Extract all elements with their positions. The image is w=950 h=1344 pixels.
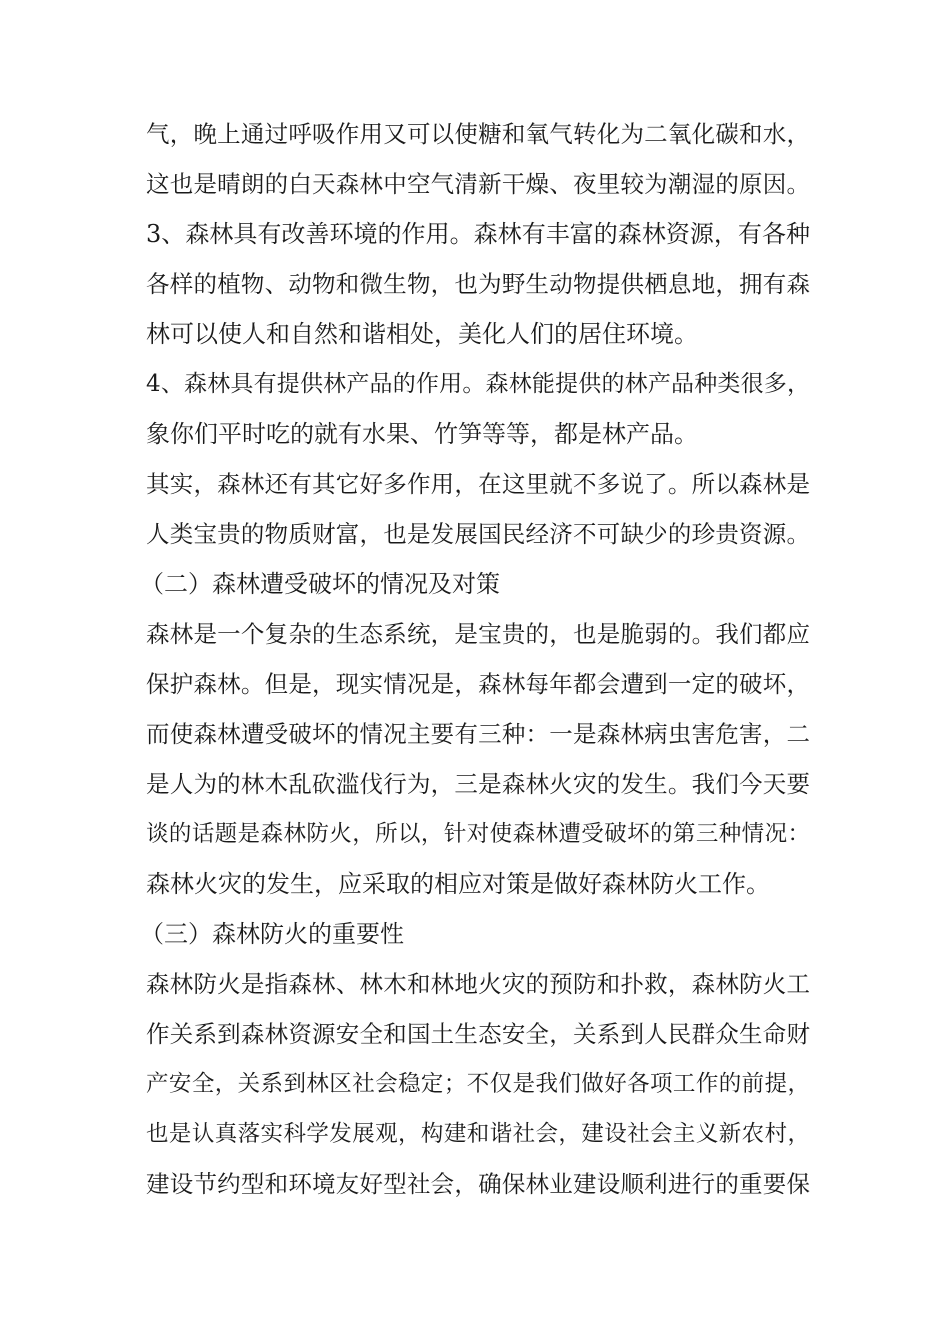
text-line: 人类宝贵的物质财富，也是发展国民经济不可缺少的珍贵资源。 (146, 520, 810, 548)
text-line: 其实，森林还有其它好多作用，在这里就不多说了。所以森林是 (146, 470, 810, 498)
text-line: 3、森林具有改善环境的作用。森林有丰富的森林资源，有各种 (146, 220, 810, 248)
text-line: 作关系到森林资源安全和国土生态安全，关系到人民群众生命财 (146, 1020, 810, 1048)
text-line: 这也是晴朗的白天森林中空气清新干燥、夜里较为潮湿的原因。 (146, 170, 810, 198)
text-line: 也是认真落实科学发展观，构建和谐社会，建设社会主义新农村， (146, 1121, 810, 1147)
text-line: 森林是一个复杂的生态系统，是宝贵的，也是脆弱的。我们都应 (146, 620, 810, 648)
text-line: 保护森林。但是，现实情况是，森林每年都会遭到一定的破坏， (146, 670, 810, 698)
text-line: 气，晚上通过呼吸作用又可以使糖和氧气转化为二氧化碳和水， (146, 120, 810, 148)
section-heading: （二）森林遭受破坏的情况及对策 (140, 570, 500, 598)
text-line: 而使森林遭受破坏的情况主要有三种：一是森林病虫害危害，二 (146, 720, 810, 748)
text-line: 是人为的林木乱砍滥伐行为，三是森林火灾的发生。我们今天要 (146, 770, 810, 798)
text-line: 森林防火是指森林、林木和林地火灾的预防和扑救，森林防火工 (146, 970, 810, 998)
text-line: 建设节约型和环境友好型社会，确保林业建设顺利进行的重要保 (146, 1170, 810, 1198)
text-line: 象你们平时吃的就有水果、竹笋等等，都是林产品。 (146, 420, 698, 448)
text-line: 产安全，关系到林区社会稳定；不仅是我们做好各项工作的前提， (146, 1071, 810, 1097)
section-heading: （三）森林防火的重要性 (140, 920, 404, 948)
text-line: 森林火灾的发生，应采取的相应对策是做好森林防火工作。 (146, 870, 770, 898)
text-line: 林可以使人和自然和谐相处，美化人们的居住环境。 (146, 320, 698, 348)
text-line: 谈的话题是森林防火，所以，针对使森林遭受破坏的第三种情况： (146, 821, 810, 847)
text-line: 各样的植物、动物和微生物，也为野生动物提供栖息地，拥有森 (146, 270, 810, 298)
text-line: 4、森林具有提供林产品的作用。森林能提供的林产品种类很多， (146, 371, 810, 397)
